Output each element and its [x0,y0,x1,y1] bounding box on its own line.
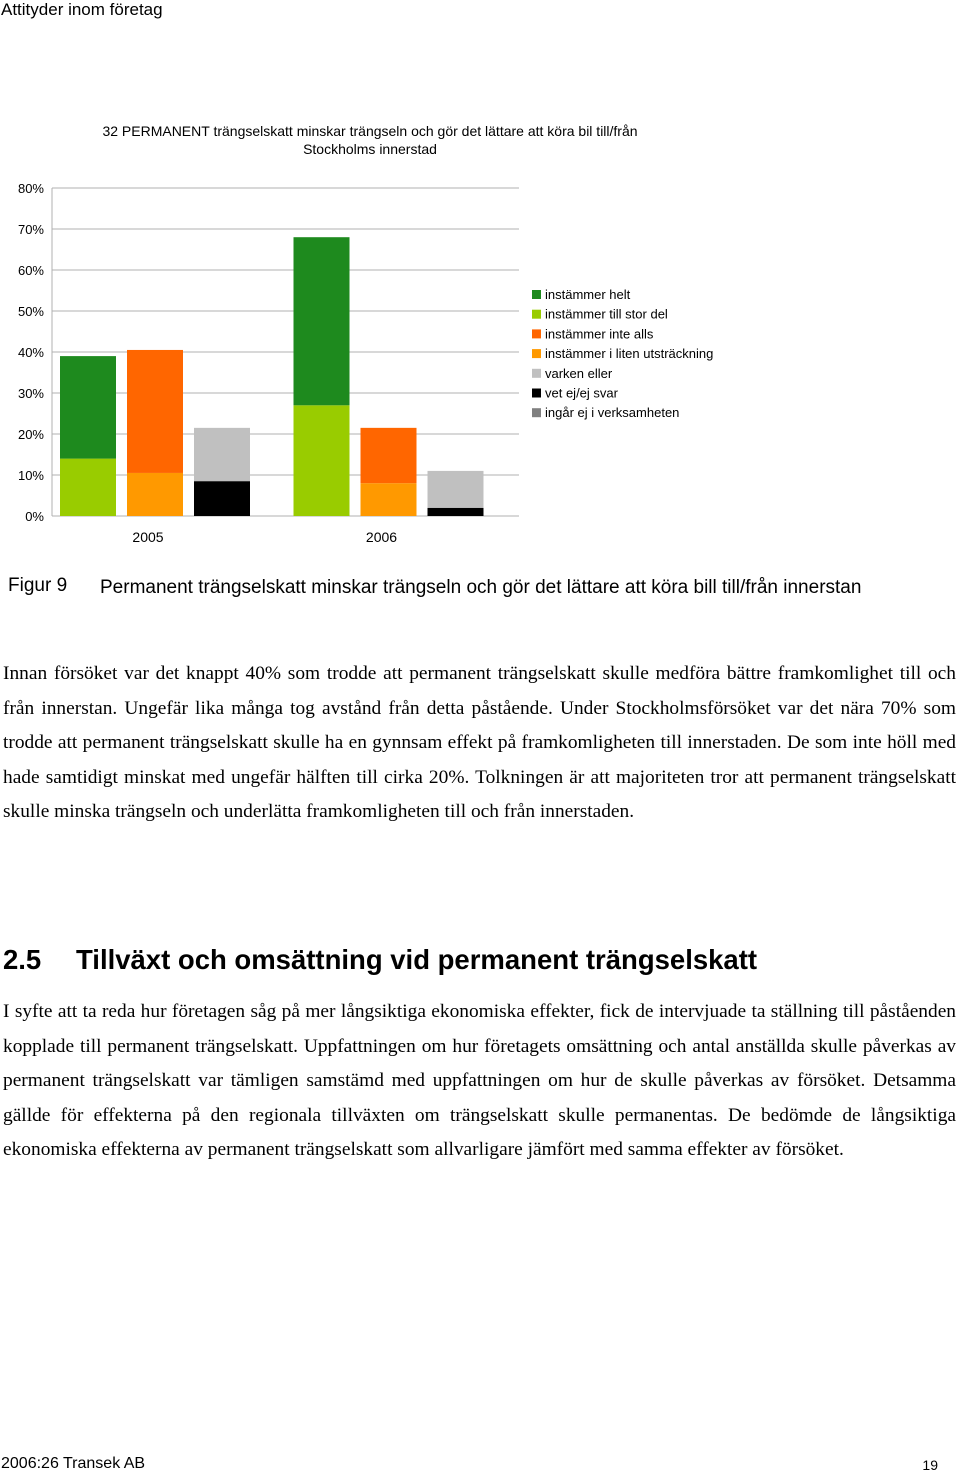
y-tick-label: 10% [17,468,44,483]
legend-label: instämmer i liten utsträckning [545,346,714,362]
legend [532,287,713,420]
y-tick-label: 50% [17,304,44,319]
bar-segment [361,483,417,516]
legend-label: vet ej/ej svar [545,385,618,401]
bar-segment [127,473,183,516]
legend-swatch [532,389,541,398]
y-tick-label: 30% [17,386,44,401]
x-category-label: 2005 [132,529,164,545]
figure-caption: Permanent trängselskatt minskar trängseln och gör det lättare att köra bill till/från innerstan [100,577,862,598]
bar-segment [194,481,250,516]
bar-segment [60,356,116,459]
gridlines [52,188,519,516]
y-tick-label: 80% [17,181,44,196]
bar-segment [428,471,484,508]
section-number: 2.5 [3,944,42,975]
x-axis-categories [132,529,397,545]
bar-segment [294,405,350,516]
section-heading [3,944,757,976]
bar-segment [60,459,116,516]
y-tick-label: 60% [17,263,44,278]
footer-publisher: 2006:26 Transek AB [1,1455,146,1472]
legend-swatch [532,310,541,319]
y-tick-label: 40% [17,345,44,360]
legend-label: instämmer till stor del [545,306,668,322]
bar-segment [127,350,183,473]
legend-label: instämmer inte alls [545,326,654,342]
chart-subtitle: Stockholms innerstad [303,141,437,157]
bar-segment [194,428,250,481]
legend-label: varken eller [545,365,613,381]
bars [60,237,484,516]
bar-segment [361,428,417,483]
legend-label: instämmer helt [545,287,631,302]
x-category-label: 2006 [365,529,398,545]
y-axis-ticks [18,181,44,524]
bar-segment [294,237,350,405]
y-tick-label: 70% [17,222,44,237]
legend-swatch [532,290,541,299]
legend-label: ingår ej i verksamheten [545,405,680,421]
body-paragraph-1: Innan försöket var det knappt 40% som trodde att permanent trängselskatt skulle medföra bättre framkomlighet till och från innerstan. Ungefär lika många tog avstånd från detta påstående. Under Stockholmsförsöket var det nära 70% som trodde att permanent trängselskatt skulle ha en gynnsam effekt på framkomligheten till innerstaden. De som inte höll med hade samtidigt minskat med ungefär hälften till cirka 20%. Tolkningen är att majoriteten tror att permanent trängselskatt skulle minska trängseln och underlätta framkomligheten till och från innerstaden. [3,663,956,823]
bar-segment [428,508,484,516]
chart-title: 32 PERMANENT trängselskatt minskar trängseln och gör det lättare att köra bil till/från [102,123,638,139]
section-title: Tillväxt och omsättning vid permanent trängselskatt [76,944,758,975]
stacked-bar-chart [0,110,960,550]
page-number: 19 [922,1457,938,1473]
running-header: Attityder inom företag [1,0,163,19]
body-paragraph-2: I syfte att ta reda hur företagen såg på mer långsiktiga ekonomiska effekter, fick de intervjuade ta ställning till påståenden kopplade till permanent trängselskatt. Uppfattningen om hur företagets omsättning och antal anställda skulle påverkas av permanent trängselskatt var tämligen samstämd med uppfattningen om hur de skulle påverkas av försöket. Detsamma gällde för effekterna på den regionala tillväxten om trängselskatt skulle permanentas. De bedömde de långsiktiga ekonomiska effekterna av permanent trängselskatt som allvarligare jämfört med samma effekter av försöket. [3,1001,956,1161]
y-tick-label: 0% [25,509,44,524]
figure-label: Figur 9 [8,575,68,596]
legend-swatch [532,329,541,338]
legend-swatch [532,408,541,417]
legend-swatch [532,349,541,358]
legend-swatch [532,369,541,378]
y-tick-label: 20% [17,427,44,442]
